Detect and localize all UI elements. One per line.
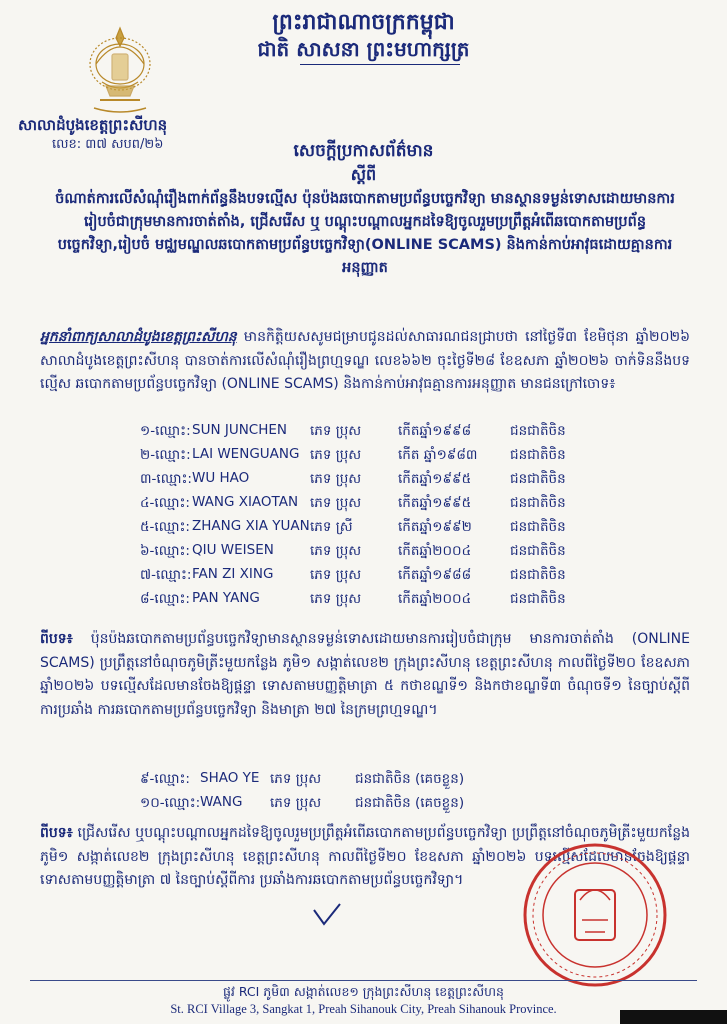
defendant-sex: ភេទ ប្រុស	[310, 495, 362, 511]
defendant-row	[140, 542, 620, 566]
defendant-birth-year: កើតឆ្នាំ១៩៩៨	[398, 423, 472, 439]
paragraph-charge-1	[40, 628, 690, 722]
defendant-name: SUN JUNCHEN	[192, 422, 288, 438]
defendant-birth-year: កើតឆ្នាំ១៩៩៥	[398, 471, 472, 487]
footer-divider	[30, 980, 697, 981]
national-motto: ជាតិ សាសនា ព្រះមហាក្សត្រ	[257, 37, 470, 61]
absent-defendant-row	[140, 794, 620, 818]
defendant-nationality: ជនជាតិចិន	[510, 591, 566, 607]
defendant-nationality: ជនជាតិចិន	[510, 543, 566, 559]
paragraph-intro-body: មានកិត្តិយសសូមជម្រាបជូនដល់សាធារណជនជ្រាបថា នៅថ្ងៃទី៣ ខែមិថុនា ឆ្នាំ២០២៦ សាលាដំបូងខេត្តព្រះសីហនុ បានចាត់ការលើសំណុំរឿងព្រហ្មទណ្ឌ លេខ៦៦២ ចុះថ្ងៃទី២៨ ខែឧសភា ឆ្នាំ២០២៦ ចាក់ទិននឹងបទល្មើស ឆបោកតាមប្រព័ន្ធបច្ចេកវិទ្យា (ONLINE SCAMS) និងកាន់កាប់អាវុធគ្មានការអនុញ្ញាត មានជនក្រៅចោទ៖	[40, 329, 690, 392]
notice-title: សេចក្ដីប្រកាសព័ត៌មាន	[293, 141, 434, 161]
defendant-name: WU HAO	[192, 470, 250, 486]
defendant-index: ៦-ឈ្មោះ:	[140, 543, 190, 559]
footer-address-khmer: ផ្លូវ RCI ភូមិ៣ សង្កាត់លេខ១ ក្រុងព្រះសីហនុ ខេត្តព្រះសីហនុ	[222, 984, 504, 999]
defendant-sex: ភេទ ប្រុស	[270, 795, 322, 811]
defendant-index: ២-ឈ្មោះ:	[140, 447, 191, 463]
defendant-index: ៧-ឈ្មោះ:	[140, 567, 192, 583]
footer-address-english: St. RCI Village 3, Sangkat 1, Preah Sihanouk City, Preah Sihanouk Province.	[170, 1002, 557, 1016]
defendant-sex: ភេទ ស្រី	[310, 519, 353, 535]
defendant-name: ZHANG XIA YUAN	[192, 518, 310, 534]
defendant-birth-year: កើតឆ្នាំ១៩៩២	[398, 519, 472, 535]
court-emblem-icon	[80, 24, 160, 116]
paragraph-charge-2-body: ជ្រើសរើស ឬបណ្ដុះបណ្ដាលអ្នកដទៃឱ្យចូលរួមប្រព្រឹត្តអំពើឆបោកតាមប្រព័ន្ធបច្ចេកវិទ្យា ប្រព្រឹត្តនៅចំណុចភូមិត្រីះមួយកន្លែង ភូមិ១ សង្កាត់លេខ២ ក្រុងព្រះសីហនុ ខេត្តព្រះសីហនុ កាលពីថ្ងៃទី២០ ខែឧសភា ឆ្នាំ២០២៦ បទល្មើសដែលមានចែងឱ្យផ្ដន្ទាទោសតាមបញ្ញត្តិមាត្រា ៧ នៃច្បាប់ស្ដីពីការ ប្រឆាំងការឆបោកតាមប្រព័ន្ធបច្ចេកវិទ្យា។	[40, 825, 690, 888]
paragraph-intro	[40, 326, 690, 397]
defendant-index: ១០-ឈ្មោះ:	[140, 795, 201, 811]
defendant-name: SHAO YE	[200, 770, 260, 786]
scan-edge	[620, 1010, 727, 1024]
spokesperson-label: អ្នកនាំពាក្យសាលាដំបូងខេត្តព្រះសីហនុ	[40, 329, 237, 345]
defendant-sex: ភេទ ប្រុស	[310, 591, 362, 607]
absent-defendant-row	[140, 770, 620, 794]
defendant-row	[140, 590, 620, 614]
defendant-row	[140, 470, 620, 494]
defendant-sex: ភេទ ប្រុស	[310, 471, 362, 487]
defendant-row	[140, 566, 620, 590]
defendant-sex: ភេទ ប្រុស	[310, 567, 362, 583]
defendant-nationality: ជនជាតិចិន (គេចខ្លួន)	[355, 795, 465, 811]
defendant-row	[140, 446, 620, 470]
defendant-index: ៨-ឈ្មោះ:	[140, 591, 190, 607]
defendant-nationality: ជនជាតិចិន	[510, 519, 566, 535]
defendant-row	[140, 422, 620, 446]
paragraph-charge-1-body: ប៉ុនប៉ងឆបោកតាមប្រព័ន្ធបច្ចេកវិទ្យាមានស្ថានទម្ងន់ទោសដោយមានការរៀបចំជាក្រុម មានការចាត់តាំង (ONLINE SCAMS) ប្រព្រឹត្តនៅចំណុចភូមិត្រីះមួយកន្លែង ភូមិ១ សង្កាត់លេខ២ ក្រុងព្រះសីហនុ ខេត្តព្រះសីហនុ កាលពីថ្ងៃទី២០ ខែឧសភា ឆ្នាំ២០២៦ បទល្មើសដែលមានចែងឱ្យផ្ដន្ទា ទោសតាមបញ្ញត្តិមាត្រា ៥ កថាខណ្ឌទី១ និងកថាខណ្ឌទី៣ ចំណុចទី១ នៃច្បាប់ស្ដីពីការប្រឆាំង ការឆបោកតាមប្រព័ន្ធបច្ចេកវិទ្យា និងមាត្រា ២៧ នៃក្រមព្រហ្មទណ្ឌ។	[40, 631, 690, 718]
defendant-name: FAN ZI XING	[192, 566, 274, 582]
charge-label: ពីបទ៖	[40, 825, 73, 841]
defendant-index: ៤-ឈ្មោះ:	[140, 495, 190, 511]
defendant-index: ៩-ឈ្មោះ:	[140, 771, 190, 787]
official-seal-icon	[520, 840, 670, 990]
defendant-name: QIU WEISEN	[192, 542, 274, 558]
defendant-sex: ភេទ ប្រុស	[310, 423, 362, 439]
defendant-nationality: ជនជាតិចិន	[510, 495, 566, 511]
defendant-nationality: ជនជាតិចិន	[510, 447, 566, 463]
defendant-birth-year: កើតឆ្នាំ១៩៩៥	[398, 495, 472, 511]
about-label: ស្ដីពី	[350, 165, 377, 184]
court-name: សាលាដំបូងខេត្តព្រះសីហនុ	[18, 116, 168, 134]
defendant-sex: ភេទ ប្រុស	[270, 771, 322, 787]
defendant-birth-year: កើត ឆ្នាំ១៩៨៣	[398, 447, 478, 463]
defendant-birth-year: កើតឆ្នាំ២០០៤	[398, 591, 472, 607]
defendant-nationality: ជនជាតិចិន	[510, 567, 566, 583]
defendant-name: WANG	[200, 794, 243, 810]
document-number: លេខ: ៣៧ សបព/២៦	[52, 137, 164, 152]
defendant-index: ៥-ឈ្មោះ:	[140, 519, 190, 535]
defendant-sex: ភេទ ប្រុស	[310, 447, 362, 463]
motto-divider	[300, 64, 460, 65]
defendant-row	[140, 518, 620, 542]
defendant-index: ១-ឈ្មោះ:	[140, 423, 191, 439]
defendant-nationality: ជនជាតិចិន	[510, 471, 566, 487]
defendant-name: WANG XIAOTAN	[192, 494, 299, 510]
defendant-sex: ភេទ ប្រុស	[310, 543, 362, 559]
defendant-index: ៣-ឈ្មោះ:	[140, 471, 192, 487]
defendant-name: LAI WENGUANG	[192, 446, 300, 462]
signature-mark-icon	[310, 900, 350, 930]
defendant-name: PAN YANG	[192, 590, 260, 606]
charge-label: ពីបទ៖	[40, 631, 73, 647]
notice-subject: ចំណាត់ការលើសំណុំរឿងពាក់ព័ន្ធនឹងបទល្មើស ប៉ុនប៉ងឆបោកតាមប្រព័ន្ធបច្ចេកវិទ្យា មានស្ថានទម្ងន់ទោសដោយមានការរៀបចំជាក្រុមមានការចាត់តាំង, ជ្រើសរើស ឬ បណ្ដុះបណ្ដាលអ្នកដទៃឱ្យចូលរួមប្រព្រឹត្តអំពើឆបោកតាមប្រព័ន្ធបច្ចេកវិទ្យា,រៀបចំ មជ្ឈមណ្ឌលឆបោកតាមប្រព័ន្ធបច្ចេកវិទ្យា(ONLINE SCAMS) និងកាន់កាប់អាវុធដោយគ្មានការអនុញ្ញាត	[55, 191, 675, 276]
defendant-birth-year: កើតឆ្នាំ១៩៨៨	[398, 567, 472, 583]
defendant-nationality: ជនជាតិចិន (គេចខ្លួន)	[355, 771, 465, 787]
defendant-birth-year: កើតឆ្នាំ២០០៤	[398, 543, 472, 559]
defendant-nationality: ជនជាតិចិន	[510, 423, 566, 439]
defendant-row	[140, 494, 620, 518]
kingdom-heading: ព្រះរាជាណាចក្រកម្ពុជា	[272, 9, 455, 35]
